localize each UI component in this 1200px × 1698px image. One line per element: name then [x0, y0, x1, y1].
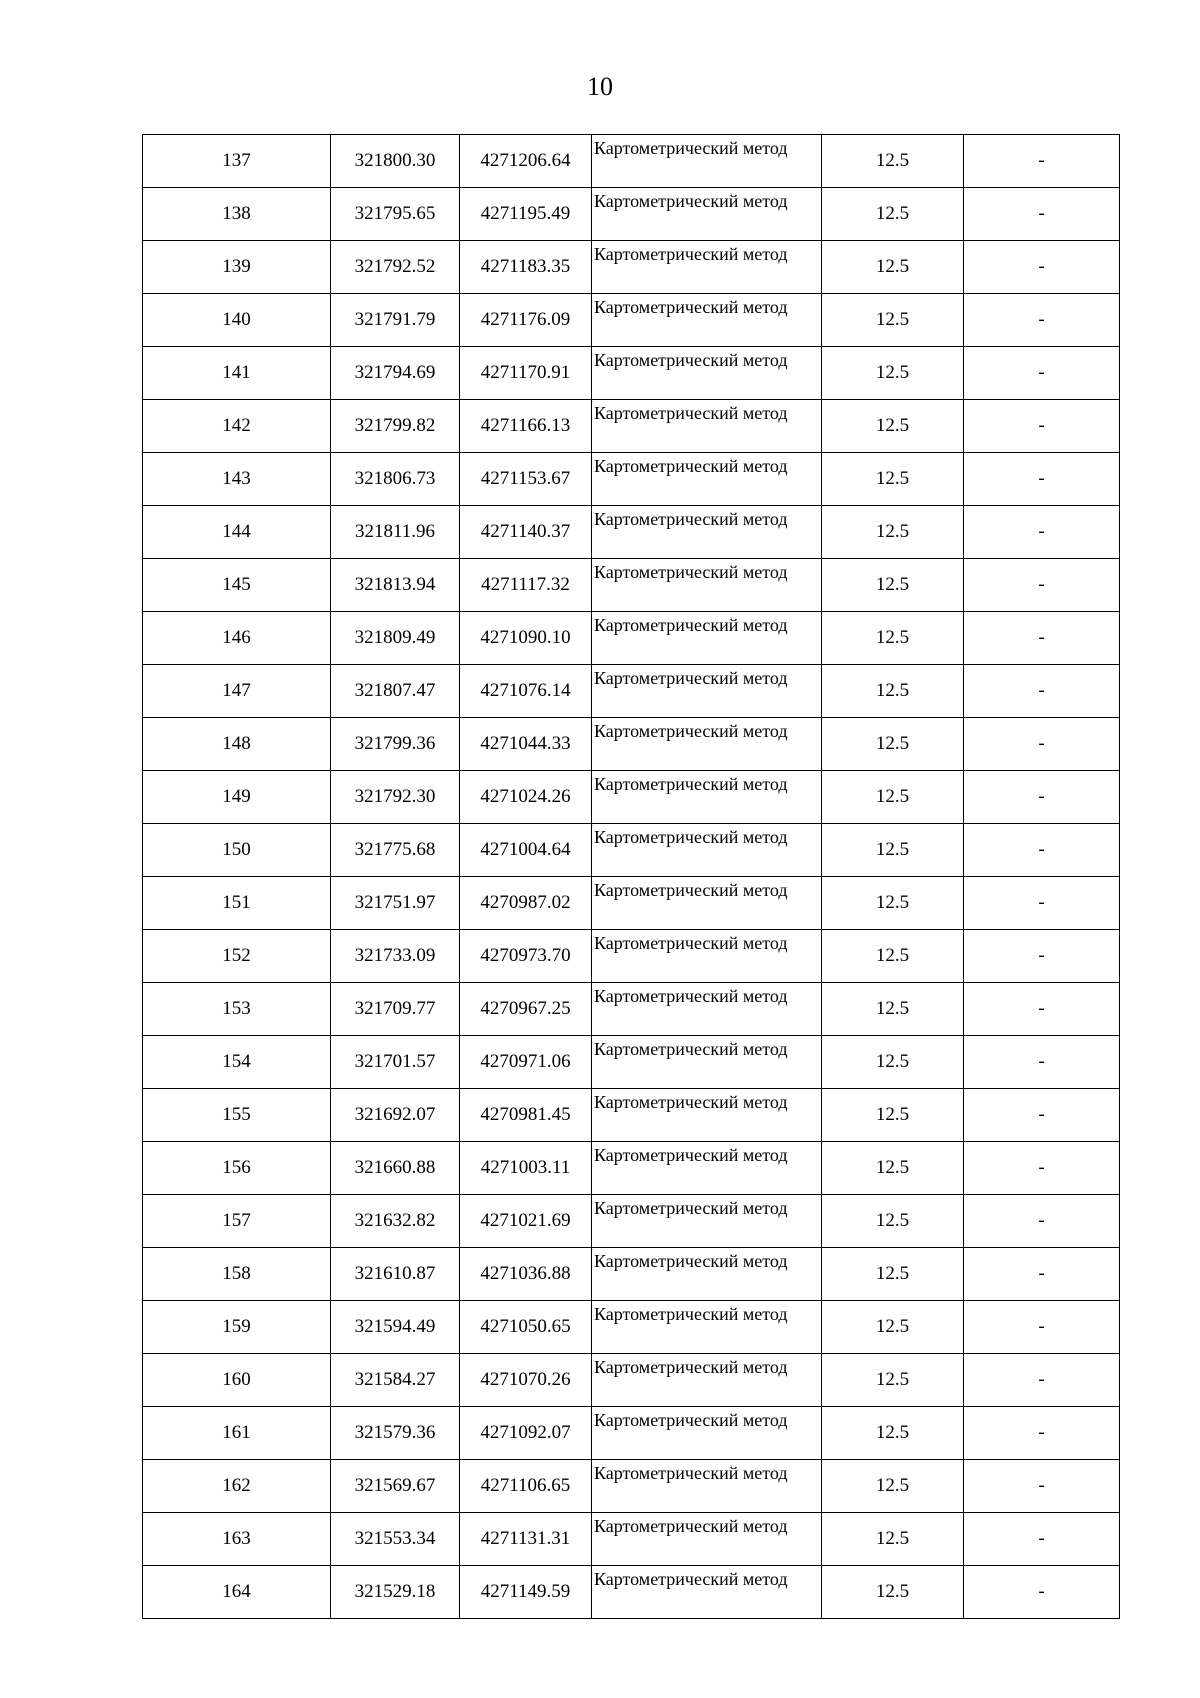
- accuracy-cell: 12.5: [822, 612, 964, 665]
- point-number-cell: 158: [143, 1248, 331, 1301]
- note-cell: -: [964, 347, 1120, 400]
- point-number-cell: 145: [143, 559, 331, 612]
- point-number-cell: 162: [143, 1460, 331, 1513]
- accuracy-cell: 12.5: [822, 506, 964, 559]
- table-row: [143, 1407, 1120, 1460]
- x-coordinate-cell: 321792.30: [331, 771, 460, 824]
- table-row: [143, 665, 1120, 718]
- y-coordinate-cell: 4271166.13: [460, 400, 592, 453]
- note-cell: -: [964, 1248, 1120, 1301]
- table-row: [143, 1354, 1120, 1407]
- x-coordinate-cell: 321807.47: [331, 665, 460, 718]
- table-row: [143, 241, 1120, 294]
- method-cell: Картометрический метод: [592, 1248, 822, 1301]
- table-row: [143, 877, 1120, 930]
- note-cell: -: [964, 612, 1120, 665]
- method-cell: Картометрический метод: [592, 824, 822, 877]
- point-number-cell: 155: [143, 1089, 331, 1142]
- table-row: [143, 1301, 1120, 1354]
- method-cell: Картометрический метод: [592, 400, 822, 453]
- method-cell: Картометрический метод: [592, 612, 822, 665]
- table-row: [143, 1248, 1120, 1301]
- point-number-cell: 149: [143, 771, 331, 824]
- method-cell: Картометрический метод: [592, 241, 822, 294]
- x-coordinate-cell: 321809.49: [331, 612, 460, 665]
- y-coordinate-cell: 4271021.69: [460, 1195, 592, 1248]
- x-coordinate-cell: 321709.77: [331, 983, 460, 1036]
- accuracy-cell: 12.5: [822, 930, 964, 983]
- table-row: [143, 1142, 1120, 1195]
- method-cell: Картометрический метод: [592, 930, 822, 983]
- table-row: [143, 506, 1120, 559]
- table-row: [143, 188, 1120, 241]
- x-coordinate-cell: 321775.68: [331, 824, 460, 877]
- point-number-cell: 150: [143, 824, 331, 877]
- y-coordinate-cell: 4271170.91: [460, 347, 592, 400]
- method-cell: Картометрический метод: [592, 135, 822, 188]
- y-coordinate-cell: 4271090.10: [460, 612, 592, 665]
- table-row: [143, 771, 1120, 824]
- y-coordinate-cell: 4271183.35: [460, 241, 592, 294]
- note-cell: -: [964, 771, 1120, 824]
- point-number-cell: 160: [143, 1354, 331, 1407]
- x-coordinate-cell: 321799.82: [331, 400, 460, 453]
- y-coordinate-cell: 4270973.70: [460, 930, 592, 983]
- coordinates-table: [142, 134, 1120, 1619]
- method-cell: Картометрический метод: [592, 1036, 822, 1089]
- accuracy-cell: 12.5: [822, 1301, 964, 1354]
- table-row: [143, 1566, 1120, 1619]
- y-coordinate-cell: 4271003.11: [460, 1142, 592, 1195]
- method-cell: Картометрический метод: [592, 1142, 822, 1195]
- accuracy-cell: 12.5: [822, 135, 964, 188]
- accuracy-cell: 12.5: [822, 347, 964, 400]
- note-cell: -: [964, 665, 1120, 718]
- x-coordinate-cell: 321794.69: [331, 347, 460, 400]
- y-coordinate-cell: 4271140.37: [460, 506, 592, 559]
- point-number-cell: 143: [143, 453, 331, 506]
- note-cell: -: [964, 718, 1120, 771]
- x-coordinate-cell: 321632.82: [331, 1195, 460, 1248]
- y-coordinate-cell: 4271176.09: [460, 294, 592, 347]
- x-coordinate-cell: 321594.49: [331, 1301, 460, 1354]
- y-coordinate-cell: 4271076.14: [460, 665, 592, 718]
- table-row: [143, 135, 1120, 188]
- point-number-cell: 156: [143, 1142, 331, 1195]
- accuracy-cell: 12.5: [822, 665, 964, 718]
- accuracy-cell: 12.5: [822, 453, 964, 506]
- table-row: [143, 559, 1120, 612]
- table-row: [143, 983, 1120, 1036]
- point-number-cell: 154: [143, 1036, 331, 1089]
- accuracy-cell: 12.5: [822, 1195, 964, 1248]
- x-coordinate-cell: 321579.36: [331, 1407, 460, 1460]
- table-row: [143, 1513, 1120, 1566]
- x-coordinate-cell: 321811.96: [331, 506, 460, 559]
- method-cell: Картометрический метод: [592, 506, 822, 559]
- x-coordinate-cell: 321799.36: [331, 718, 460, 771]
- point-number-cell: 142: [143, 400, 331, 453]
- y-coordinate-cell: 4271153.67: [460, 453, 592, 506]
- note-cell: -: [964, 1566, 1120, 1619]
- method-cell: Картометрический метод: [592, 771, 822, 824]
- accuracy-cell: 12.5: [822, 1142, 964, 1195]
- table-row: [143, 400, 1120, 453]
- table-row: [143, 294, 1120, 347]
- point-number-cell: 163: [143, 1513, 331, 1566]
- note-cell: -: [964, 559, 1120, 612]
- x-coordinate-cell: 321692.07: [331, 1089, 460, 1142]
- accuracy-cell: 12.5: [822, 241, 964, 294]
- note-cell: -: [964, 1142, 1120, 1195]
- x-coordinate-cell: 321701.57: [331, 1036, 460, 1089]
- y-coordinate-cell: 4271070.26: [460, 1354, 592, 1407]
- table-row: [143, 824, 1120, 877]
- x-coordinate-cell: 321795.65: [331, 188, 460, 241]
- table-row: [143, 1089, 1120, 1142]
- accuracy-cell: 12.5: [822, 1089, 964, 1142]
- x-coordinate-cell: 321569.67: [331, 1460, 460, 1513]
- x-coordinate-cell: 321610.87: [331, 1248, 460, 1301]
- accuracy-cell: 12.5: [822, 1513, 964, 1566]
- method-cell: Картометрический метод: [592, 1301, 822, 1354]
- method-cell: Картометрический метод: [592, 1513, 822, 1566]
- table-row: [143, 930, 1120, 983]
- method-cell: Картометрический метод: [592, 1195, 822, 1248]
- note-cell: -: [964, 400, 1120, 453]
- x-coordinate-cell: 321806.73: [331, 453, 460, 506]
- y-coordinate-cell: 4271149.59: [460, 1566, 592, 1619]
- y-coordinate-cell: 4271036.88: [460, 1248, 592, 1301]
- page-number: 10: [587, 72, 613, 101]
- note-cell: -: [964, 1301, 1120, 1354]
- point-number-cell: 141: [143, 347, 331, 400]
- point-number-cell: 144: [143, 506, 331, 559]
- method-cell: Картометрический метод: [592, 1460, 822, 1513]
- accuracy-cell: 12.5: [822, 983, 964, 1036]
- method-cell: Картометрический метод: [592, 1354, 822, 1407]
- method-cell: Картометрический метод: [592, 347, 822, 400]
- accuracy-cell: 12.5: [822, 1566, 964, 1619]
- x-coordinate-cell: 321733.09: [331, 930, 460, 983]
- x-coordinate-cell: 321584.27: [331, 1354, 460, 1407]
- x-coordinate-cell: 321529.18: [331, 1566, 460, 1619]
- point-number-cell: 147: [143, 665, 331, 718]
- x-coordinate-cell: 321791.79: [331, 294, 460, 347]
- y-coordinate-cell: 4271044.33: [460, 718, 592, 771]
- y-coordinate-cell: 4271106.65: [460, 1460, 592, 1513]
- note-cell: -: [964, 241, 1120, 294]
- y-coordinate-cell: 4271195.49: [460, 188, 592, 241]
- accuracy-cell: 12.5: [822, 1460, 964, 1513]
- note-cell: -: [964, 135, 1120, 188]
- accuracy-cell: 12.5: [822, 877, 964, 930]
- table-row: [143, 612, 1120, 665]
- point-number-cell: 137: [143, 135, 331, 188]
- note-cell: -: [964, 453, 1120, 506]
- table-row: [143, 1460, 1120, 1513]
- x-coordinate-cell: 321792.52: [331, 241, 460, 294]
- note-cell: -: [964, 1407, 1120, 1460]
- note-cell: -: [964, 1195, 1120, 1248]
- accuracy-cell: 12.5: [822, 771, 964, 824]
- y-coordinate-cell: 4271004.64: [460, 824, 592, 877]
- note-cell: -: [964, 188, 1120, 241]
- method-cell: Картометрический метод: [592, 559, 822, 612]
- point-number-cell: 157: [143, 1195, 331, 1248]
- note-cell: -: [964, 824, 1120, 877]
- point-number-cell: 140: [143, 294, 331, 347]
- accuracy-cell: 12.5: [822, 1354, 964, 1407]
- x-coordinate-cell: 321660.88: [331, 1142, 460, 1195]
- point-number-cell: 153: [143, 983, 331, 1036]
- x-coordinate-cell: 321751.97: [331, 877, 460, 930]
- point-number-cell: 161: [143, 1407, 331, 1460]
- table-row: [143, 347, 1120, 400]
- y-coordinate-cell: 4270967.25: [460, 983, 592, 1036]
- method-cell: Картометрический метод: [592, 294, 822, 347]
- accuracy-cell: 12.5: [822, 1036, 964, 1089]
- method-cell: Картометрический метод: [592, 1089, 822, 1142]
- accuracy-cell: 12.5: [822, 188, 964, 241]
- note-cell: -: [964, 294, 1120, 347]
- note-cell: -: [964, 506, 1120, 559]
- y-coordinate-cell: 4271131.31: [460, 1513, 592, 1566]
- x-coordinate-cell: 321800.30: [331, 135, 460, 188]
- table-row: [143, 453, 1120, 506]
- method-cell: Картометрический метод: [592, 1407, 822, 1460]
- accuracy-cell: 12.5: [822, 1248, 964, 1301]
- method-cell: Картометрический метод: [592, 188, 822, 241]
- point-number-cell: 159: [143, 1301, 331, 1354]
- point-number-cell: 152: [143, 930, 331, 983]
- point-number-cell: 138: [143, 188, 331, 241]
- point-number-cell: 151: [143, 877, 331, 930]
- y-coordinate-cell: 4271117.32: [460, 559, 592, 612]
- note-cell: -: [964, 1036, 1120, 1089]
- table-row: [143, 1195, 1120, 1248]
- y-coordinate-cell: 4270987.02: [460, 877, 592, 930]
- y-coordinate-cell: 4271206.64: [460, 135, 592, 188]
- point-number-cell: 146: [143, 612, 331, 665]
- accuracy-cell: 12.5: [822, 718, 964, 771]
- accuracy-cell: 12.5: [822, 559, 964, 612]
- note-cell: -: [964, 983, 1120, 1036]
- method-cell: Картометрический метод: [592, 1566, 822, 1619]
- note-cell: -: [964, 1354, 1120, 1407]
- method-cell: Картометрический метод: [592, 665, 822, 718]
- note-cell: -: [964, 877, 1120, 930]
- x-coordinate-cell: 321553.34: [331, 1513, 460, 1566]
- note-cell: -: [964, 1089, 1120, 1142]
- method-cell: Картометрический метод: [592, 877, 822, 930]
- coordinates-table-body: [143, 135, 1120, 1619]
- note-cell: -: [964, 1460, 1120, 1513]
- x-coordinate-cell: 321813.94: [331, 559, 460, 612]
- table-row: [143, 718, 1120, 771]
- method-cell: Картометрический метод: [592, 718, 822, 771]
- y-coordinate-cell: 4270981.45: [460, 1089, 592, 1142]
- point-number-cell: 148: [143, 718, 331, 771]
- y-coordinate-cell: 4270971.06: [460, 1036, 592, 1089]
- method-cell: Картометрический метод: [592, 453, 822, 506]
- accuracy-cell: 12.5: [822, 1407, 964, 1460]
- accuracy-cell: 12.5: [822, 824, 964, 877]
- y-coordinate-cell: 4271050.65: [460, 1301, 592, 1354]
- note-cell: -: [964, 1513, 1120, 1566]
- accuracy-cell: 12.5: [822, 294, 964, 347]
- table-row: [143, 1036, 1120, 1089]
- method-cell: Картометрический метод: [592, 983, 822, 1036]
- y-coordinate-cell: 4271024.26: [460, 771, 592, 824]
- y-coordinate-cell: 4271092.07: [460, 1407, 592, 1460]
- accuracy-cell: 12.5: [822, 400, 964, 453]
- point-number-cell: 164: [143, 1566, 331, 1619]
- note-cell: -: [964, 930, 1120, 983]
- point-number-cell: 139: [143, 241, 331, 294]
